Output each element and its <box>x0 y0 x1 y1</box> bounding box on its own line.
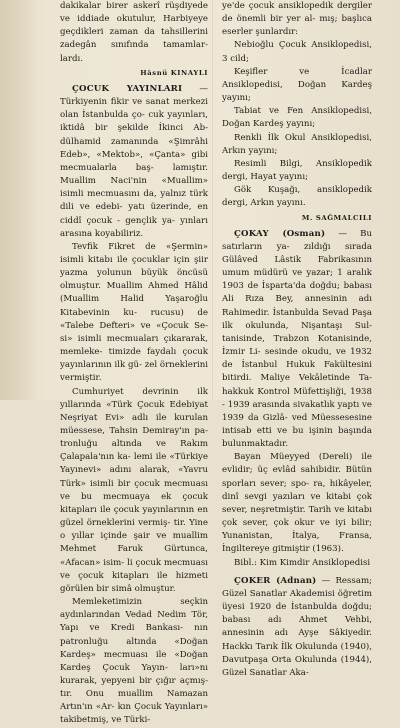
entry-heading-cocuk-yayinlari: ÇOCUK YAYINLARI <box>72 83 183 94</box>
entry-heading-coker-adnan: ÇOKER (Adnan) <box>234 575 317 586</box>
cocuk-yayinlari-paragraph: ÇOCUK YAYINLARI — Türkiyenin fikir ve sanat merkezi olan İstanbulda ço- cuk yayınları, iktidâ bir şekilde İkinci Ab- dülhamid zamanında «Şimrâhi Edeb», «Mektob», «Çanta» gibi mecmualarla baş- lamıştır. Muallim Naci'nin «Muallim» isimli mecmuasını da, yalnız türk dili ve edebi- yatı üzerinde, en ciddî çocuk - gençlik ya- yınları arasına koyabiliriz. <box>60 83 209 239</box>
works-list-item: Keşifler ve İcadlar Ansiklopedisi, Doğan Kardeş yayını; <box>222 66 373 104</box>
left-top-paragraph: dakikalar birer askerî rüşdiyede ve iddiade okutulur, Harbiyeye geçdikleri zaman da tahsillerini zadegân sınıfında tamamlar- lardı. <box>60 1 209 64</box>
article-signature: M. SAĞMALCILI <box>301 213 372 222</box>
tevfik-fikret-paragraph: Tevfik Fikret de «Şermin» isimli kitabı ile çocuklar için şiir yazma yolunun büyük öncüsü olmuştur. Muallim Ahmed Hâlid (Muallim Halid Yaşaroğlu Kitabevinin ku- rucusu) de «Talebe Defteri» ve «Çocuk Se- si» isimli mecmuaları çıkararak, memleke- timizde faydalı çocuk yayınlarının ilk gü- zel örneklerini vermiştir. <box>60 241 209 384</box>
works-list-item: Nebioğlu Çocuk Ansiklopedisi, 3 cild; <box>222 40 372 64</box>
works-list-item: Resimli Bilgi, Ansiklopedik dergi, Hayat yayını; <box>222 158 372 183</box>
cumhuriyet-paragraph: Cumhuriyet devrinin ilk yıllarında «Türk Çocuk Edebiyat Neşriyat Evi» adlı ile kurulan müessese, Tahsin Demiray'ın pa- tronluğu altında ve Rakım Çalapala'nın ka- lemi ile «Türkiye Yayınevi» adını alarak, «Yavru Türk» isimli bir çocuk mecmuası ve bu mecmuaya ek çocuk kitapları ile çocuk yayınlarının en güzel örneklerini vermiş- tir. Yine o yıllar içinde şair ve muallim Mehmet Faruk Gürtunca, «Afacan» isim- li çocuk mecmuası ve çocuk kitapları ile hizmeti görülen bir simâ olmuştur. <box>60 386 209 594</box>
entry-heading-cokay-osman: ÇOKAY (Osman) <box>234 228 326 239</box>
works-list-item: Renkli İlk Okul Ansiklopedisi, Arkın yayını; <box>222 132 372 156</box>
coker-adnan-paragraph: ÇOKER (Adnan) — Ressam; Güzel Sanatlar Akademisi öğretim üyesi 1920 de İstanbulda doğdu; babası adı Ahmet Vehbi, annesinin adı Ayşe Sâkiyedir. Hackkı Tarık İlk Okulunda (1940), Davutpaşa Orta Okulunda (1944), Güzel Sanatlar Aka- <box>222 575 373 678</box>
article-signature: Hâsnü KINAYLI <box>140 68 208 77</box>
page-edge-shadow <box>0 0 38 400</box>
bibliography-line: Bibl.: Kim Kimdir Ansiklopedisi <box>234 557 371 568</box>
works-list-item: Tabiat ve Fen Ansiklopedisi, Doğan Kardeş yayını; <box>222 106 372 130</box>
right-column <box>222 0 373 678</box>
right-top-paragraph: ye'de çocuk ansiklopedik dergiler de önemli bir yer al- mış; başlıca eserler şunlardır: <box>222 1 373 38</box>
cokay-osman-paragraph: ÇOKAY (Osman) — Bu satırların ya- zıldığı sırada Gülâved Lâstik Fabrikasının umum müdürü ve yazar; 1 aralık 1903 de İsparta'da doğdu; babası Ali Rıza Bey, annesinin adı Rahimedir. İstanbulda Sevad Paşa ilk okulunda, Nişantaşı Sul- tanisinde, Trabzon Kotanisinde, İzmir Li- sesinde okudu, ve 1932 de İstanbul Hukuk Fakültesini bitirdi. Maliye Vekâletinde Ta- hakkuk Kontrol Müfettişliği, 1938 - 1939 arasında sivakatlık yaptı ve 1939 da Gizlâ- ved Müessesesine intisab etti ve bu işinin başında bulunmaktadır. <box>222 228 373 450</box>
cokay-family-paragraph: Bayan Müeyyed (Dereli) ile evlidir; üç evlâd sahibidir. Bütün sporları sever; spo- ra, hikâyeler, dinî sevgi yazıları ve kitabi çok sever, neşretmiştir. Tarih ve kitabı çok sever, çok okur ve iyi bilir; Yunanistan, İtalya, Fransa, İngiltereye gitmiştir (1963). <box>222 452 372 555</box>
memleketimizin-paragraph: Memleketimizin seçkin aydınlarından Vedad Nedim Tör, Yapı ve Kredi Bankası- nın patronluğu altında «Doğan Kardeş» mecmuası ile «Doğan Kardeş Çocuk Yayın- ları»nı kurarak, yepyeni bir çığır açmış- tır. Onu muallim Namazan Artın'ın «Ar- kın Çocuk Yayınları» takibetmiş, ve Türki- <box>60 597 209 726</box>
works-list-item: Gök Kuşağı, ansiklopedik dergi, Arkın yayını. <box>222 185 372 209</box>
column-gutter <box>212 0 213 400</box>
left-column <box>60 0 209 726</box>
